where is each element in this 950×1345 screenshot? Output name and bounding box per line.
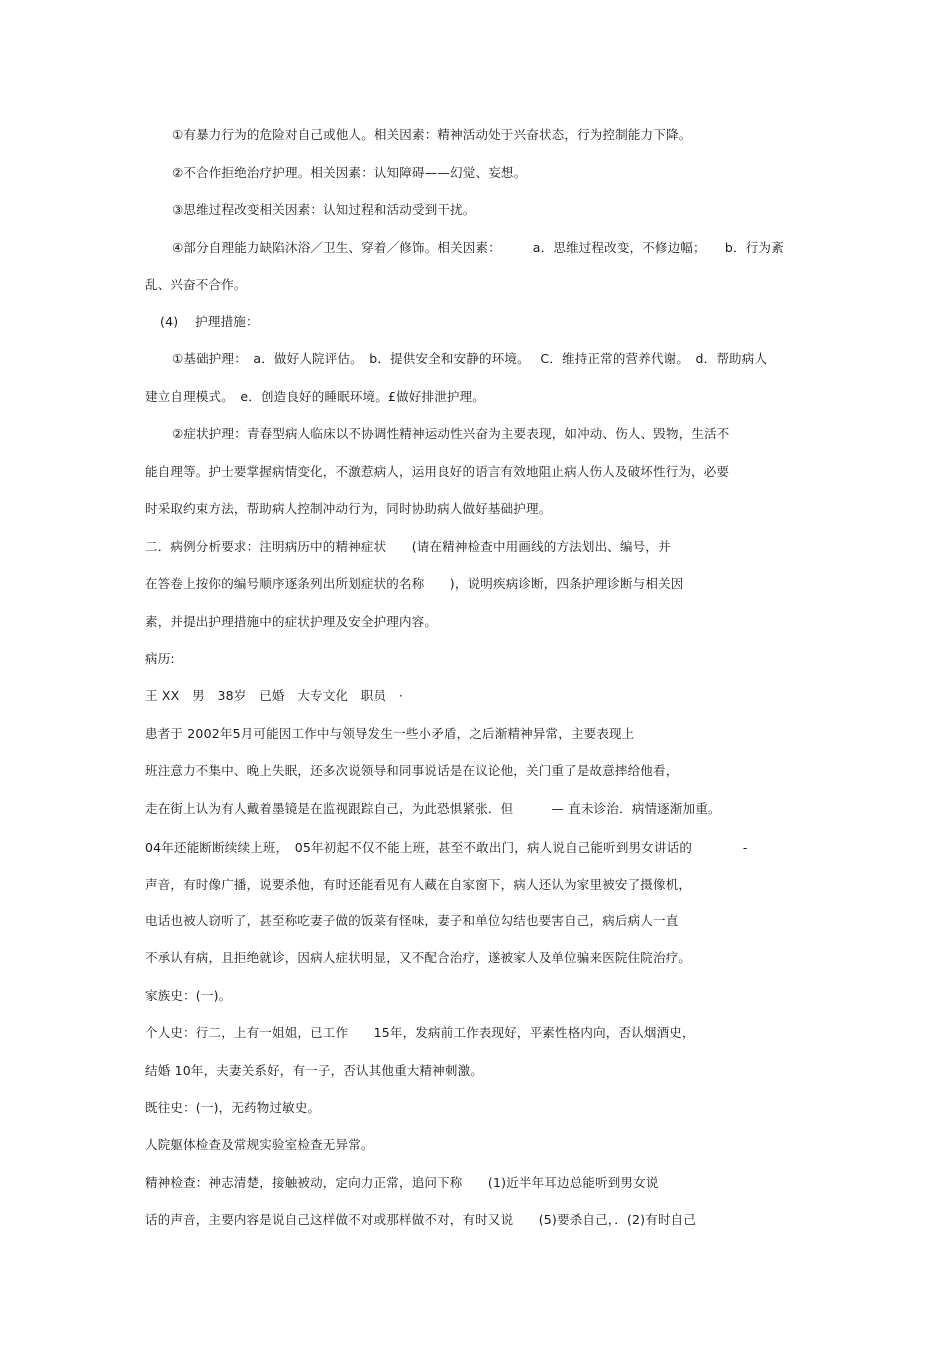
paragraph-line: 04年还能断断续续上班， 05年初起不仅不能上班，甚至不敢出门，病人说自己能听到男女讲话的 - <box>145 840 748 855</box>
paragraph-line: ①有暴力行为的危险对自己或他人。相关因素：精神活动处于兴奋状态，行为控制能力下降。 <box>172 127 692 142</box>
family-history: 家族史：(一)。 <box>145 988 232 1003</box>
paragraph-line: 建立自理模式。 e．创造良好的睡眠环境。£做好排泄护理。 <box>145 389 485 404</box>
paragraph-line: ①基础护理： a．做好人院评估。 b．提供安全和安静的环境。 C．维持正常的营养代谢。 d．帮助病人 <box>172 351 768 366</box>
section-heading: (4) 护理措施： <box>160 314 259 329</box>
paragraph-line: ②症状护理：青春型病人临床以不协调性精神运动性兴奋为主要表现，如冲动、伤人、毁物，生活不 <box>172 426 730 441</box>
paragraph-line: 乱、兴奋不合作。 <box>145 277 247 292</box>
paragraph-line: 声音，有时像广播，说要杀他，有时还能看见有人藏在自家窗下，病人还认为家里被安了摄像机， <box>145 877 692 892</box>
past-history: 既往史：(一)，无药物过敏史。 <box>145 1100 321 1115</box>
mental-exam: 精神检查：神志清楚，接触被动，定向力正常，追问下称 (1)近半年耳边总能听到男女说 <box>145 1175 659 1190</box>
paragraph-line: 在答卷上按你的编号顺序逐条列出所划症状的名称 )，说明疾病诊断，四条护理诊断与相关因 <box>145 576 684 591</box>
paragraph-line: ②不合作拒绝治疗护理。相关因素：认知障碍——幻觉、妄想。 <box>172 165 527 180</box>
personal-history: 个人史：行二，上有一姐姐，已工作 15年，发病前工作表现好，平素性格内向，否认烟酒史， <box>145 1025 695 1040</box>
paragraph-line: 不承认有病，且拒绝就诊，因病人症状明显，又不配合治疗，遂被家人及单位骗来医院住院治疗。 <box>145 950 692 965</box>
paragraph-line: 电话也被人窃听了，甚至称吃妻子做的饭菜有怪味，妻子和单位勾结也要害自己，病后病人一直 <box>145 913 679 928</box>
case-label: 病历: <box>145 651 175 666</box>
paragraph-line: 班注意力不集中、晚上失眠，还多次说领导和同事说话是在议论他，关门重了是故意摔给他看， <box>145 763 679 778</box>
paragraph-line: 患者于 2002年5月可能因工作中与领导发生一些小矛盾，之后渐精神异常，主要表现上 <box>145 726 635 741</box>
patient-info: 王 XX 男 38岁 已婚 大专文化 职员 · <box>145 688 404 703</box>
paragraph-line: 能自理等。护士要掌握病情变化，不激惹病人，运用良好的语言有效地阻止病人伤人及破坏性行为，必要 <box>145 464 730 479</box>
paragraph-line: 素，并提出护理措施中的症状护理及安全护理内容。 <box>145 614 438 629</box>
paragraph-line: 话的声音，主要内容是说自己这样做不对或那样做不对，有时又说 (5)要杀自己，．(2)有时自己 <box>145 1212 697 1227</box>
paragraph-line: 走在街上认为有人戴着墨镜是在监视跟踪自己，为此恐惧紧张．但 — 直未诊治．病情逐渐加重。 <box>145 801 721 816</box>
paragraph-line: ③思维过程改变相关因素：认知过程和活动受到干扰。 <box>172 202 476 217</box>
paragraph-line: ④部分自理能力缺陷沐浴／卫生、穿着／修饰。相关因素： a．思维过程改变，不修边幅； b．行为紊 <box>172 240 784 255</box>
physical-exam: 人院躯体检查及常规实验室检查无异常。 <box>145 1137 374 1152</box>
paragraph-line: 结婚 10年，夫妻关系好，有一子，否认其他重大精神刺激。 <box>145 1063 483 1078</box>
paragraph-line: 时采取约束方法，帮助病人控制冲动行为，同时协助病人做好基础护理。 <box>145 501 552 516</box>
section-heading: 二．病例分析要求：注明病历中的精神症状 (请在精神检查中用画线的方法划出、编号，并 <box>145 539 671 554</box>
